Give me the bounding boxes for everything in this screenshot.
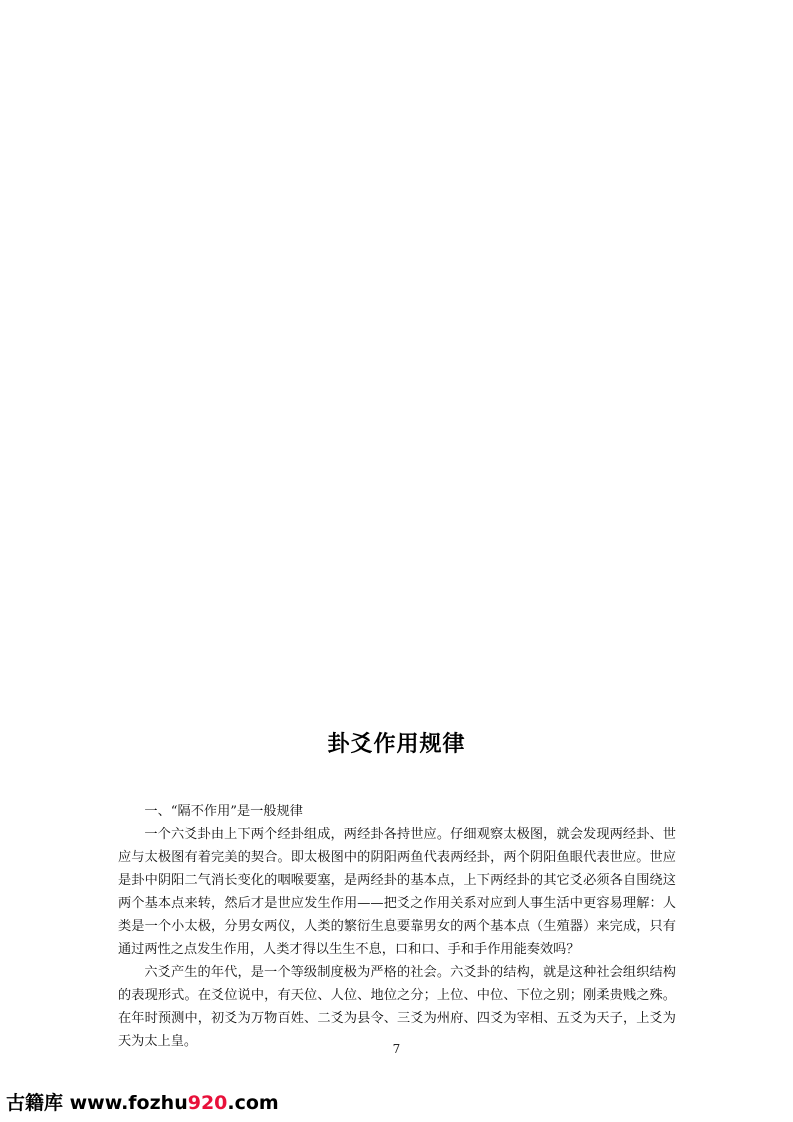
watermark <box>6 1088 279 1115</box>
paragraph-1: 一个六爻卦由上下两个经卦组成，两经卦各持世应。仔细观察太极图，就会发现两经卦、世应与太极图有着完美的契合。即太极图中的阴阳两鱼代表两经卦，两个阴阳鱼眼代表世应。世应是卦中阴阳二气消长变化的咽喉要塞，是两经卦的基本点，上下两经卦的其它爻必须各自围绕这两个基本点来转，然后才是世应发生作用——把爻之作用关系对应到人事生活中更容易理解：人类是一个小太极，分男女两仪，人类的繁衍生息要靠男女的两个基本点（生殖器）来完成，只有通过两性之点发生作用，人类才得以生生不息，口和口、手和手作用能奏效吗？ <box>118 827 676 957</box>
page-number: 7 <box>392 1042 401 1056</box>
watermark-site-suffix: .com <box>227 1092 279 1114</box>
watermark-brand: 古籍库 <box>6 1092 70 1114</box>
document-body <box>118 800 676 1053</box>
section-heading: 一、“隔不作用”是一般规律 <box>144 804 303 819</box>
document-title: 卦爻作用规律 <box>327 732 466 757</box>
watermark-site-prefix: www.fozhu <box>69 1092 188 1114</box>
paragraph-2: 六爻产生的年代，是一个等级制度极为严格的社会。六爻卦的结构，就是这种社会组织结构的表现形式。在爻位说中，有天位、人位、地位之分；上位、中位、下位之别；刚柔贵贱之殊。在年时预测中，初爻为万物百姓、二爻为县令、三爻为州府、四爻为宰相、五爻为天子，上爻为天为太上皇。 <box>118 965 676 1049</box>
watermark-site-number: 920 <box>187 1092 228 1114</box>
